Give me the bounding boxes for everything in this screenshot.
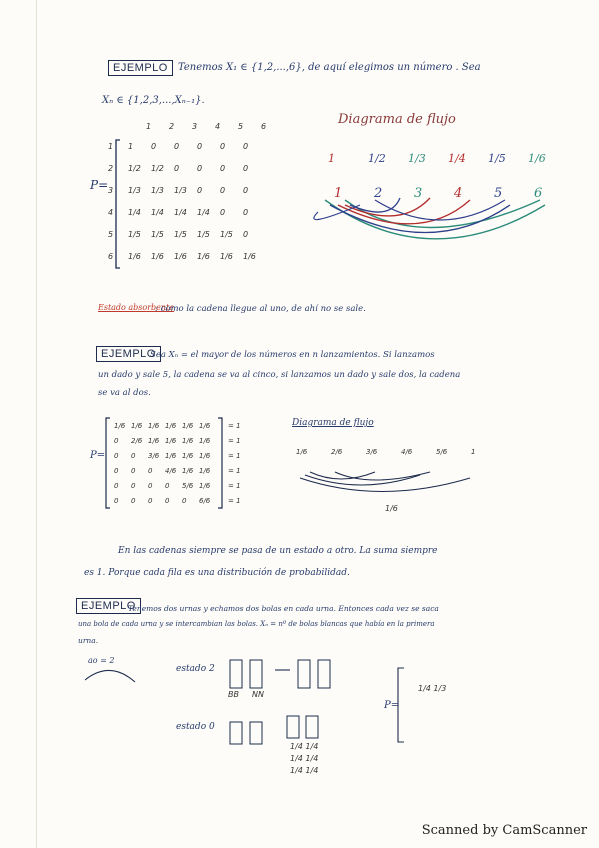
diagram-1-title: Diagrama de flujo	[338, 112, 456, 127]
matrix-2-cell: 0	[148, 482, 153, 490]
diagram-2-loop-label: 3/6	[366, 448, 378, 456]
matrix-1-cell: 1/4	[197, 208, 210, 217]
matrix-2-cell: 1/6	[182, 437, 194, 445]
matrix-1-cell: 0	[174, 142, 180, 151]
diagram-1-loop-label: 1/3	[408, 152, 426, 165]
matrix-2-cell: 1/6	[199, 452, 211, 460]
diagram-1-node: 3	[414, 186, 423, 201]
matrix-1-cell: 1/3	[151, 186, 164, 195]
matrix-3-top-row: 1/4 1/3	[418, 684, 447, 693]
matrix-2-cell: 1/6	[199, 467, 211, 475]
matrix-2-cell: 1/6	[199, 437, 211, 445]
side-note: ao = 2	[88, 656, 115, 665]
matrix-1-cell: 0	[197, 142, 203, 151]
diagram-1-loop-label: 1/4	[448, 152, 466, 165]
matrix-1-cell: 1/2	[128, 164, 141, 173]
matrix-1-cell: 1/6	[174, 252, 187, 261]
matrix-2-cell: 1/6	[182, 422, 194, 430]
matrix-1-cell: 1/3	[128, 186, 141, 195]
example-1-line1: Tenemos X₁ ∈ {1,2,...,6}, de aquí elegimos un número . Sea	[178, 62, 481, 73]
scanner-footer: Scanned by CamScanner	[421, 823, 587, 838]
matrix-1-col-header: 5	[238, 122, 244, 131]
matrix-1-cell: 1/4	[151, 208, 164, 217]
matrix-2-cell: 0	[114, 452, 119, 460]
absorbing-text: : como la cadena llegue al uno, de ahí no se sale.	[155, 304, 366, 314]
matrix-2-cell: 1/6	[165, 422, 177, 430]
matrix-2-row-sum: = 1	[228, 497, 241, 505]
matrix-2-row-sum: = 1	[228, 482, 241, 490]
diagram-2-loop-label: 2/6	[331, 448, 343, 456]
matrix-1-cell: 1/6	[197, 252, 210, 261]
matrix-2-cell: 3/6	[148, 452, 160, 460]
matrix-1-cell: 1/5	[151, 230, 164, 239]
matrix-1-cell: 0	[243, 230, 249, 239]
urn-label-right: NN	[252, 690, 264, 699]
diagram-1-node: 6	[534, 186, 543, 201]
note-line2: es 1. Porque cada fila es una distribución de probabilidad.	[84, 568, 350, 578]
absorbing-label: Estado absorbente	[98, 303, 175, 312]
matrix-1-cell: 0	[220, 142, 226, 151]
matrix-1-cell: 0	[174, 164, 180, 173]
matrix-2-cell: 6/6	[199, 497, 211, 505]
matrix-1-cell: 1/5	[128, 230, 141, 239]
example-3-line2: una bola de cada urna y se intercambian las bolas. Xₙ = nº de bolas blancas que había en la primera	[78, 620, 435, 628]
diagram-2-loop-label: 1/6	[296, 448, 308, 456]
matrix-1-cell: 0	[220, 208, 226, 217]
matrix-1-row-header: 2	[108, 164, 114, 173]
outcome-3: 1/4 1/4	[290, 766, 319, 775]
matrix-1-cell: 0	[243, 164, 249, 173]
outcome-2: 1/4 1/4	[290, 754, 319, 763]
matrix-2-cell: 1/6	[199, 482, 211, 490]
matrix-1-cell: 0	[197, 164, 203, 173]
diagram-1-node: 2	[374, 186, 383, 201]
state-0-label: estado 0	[176, 722, 215, 732]
matrix-2-cell: 0	[182, 497, 187, 505]
matrix-2-cell: 0	[165, 482, 170, 490]
matrix-1-cell: 1/2	[151, 164, 164, 173]
example-1-label: EJEMPLO	[108, 60, 173, 76]
matrix-1-cell: 0	[243, 208, 249, 217]
diagram-2-bottom-label: 1/6	[385, 504, 398, 513]
urn-label-left: BB	[228, 690, 239, 699]
matrix-2-label: P=	[90, 450, 106, 461]
matrix-1-cell: 1/6	[243, 252, 256, 261]
matrix-2-cell: 1/6	[165, 437, 177, 445]
matrix-3-label: P=	[384, 700, 400, 711]
matrix-2-cell: 0	[165, 497, 170, 505]
outcome-1: 1/4 1/4	[290, 742, 319, 751]
diagram-1-node: 4	[454, 186, 463, 201]
matrix-2-cell: 0	[131, 467, 136, 475]
matrix-1-row-header: 6	[108, 252, 114, 261]
matrix-2-cell: 0	[131, 452, 136, 460]
diagram-2-title: Diagrama de flujo	[292, 418, 374, 428]
matrix-2-cell: 0	[114, 482, 119, 490]
diagram-1-loop-label: 1/2	[368, 152, 386, 165]
matrix-1-cell: 1/5	[174, 230, 187, 239]
example-3-line1: Tenemos dos urnas y echamos dos bolas en cada urna. Entonces cada vez se saca	[128, 604, 439, 613]
matrix-2-cell: 1/6	[148, 437, 160, 445]
matrix-2-row-sum: = 1	[228, 452, 241, 460]
example-2-line2: un dado y sale 5, la cadena se va al cinco, si lanzamos un dado y sale dos, la cadena	[98, 370, 461, 380]
matrix-1-col-header: 6	[261, 122, 267, 131]
matrix-2-cell: 1/6	[148, 422, 160, 430]
note-line1: En las cadenas siempre se pasa de un estado a otro. La suma siempre	[118, 546, 438, 556]
matrix-1-cell: 0	[220, 186, 226, 195]
matrix-2-cell: 0	[131, 482, 136, 490]
example-2-label: EJEMPLO	[96, 346, 161, 362]
matrix-2-cell: 1/6	[182, 452, 194, 460]
matrix-2-row-sum: = 1	[228, 422, 241, 430]
matrix-1-col-header: 3	[192, 122, 198, 131]
matrix-1-cell: 0	[197, 186, 203, 195]
diagram-2-loop-label: 4/6	[401, 448, 413, 456]
example-3-label: EJEMPLO	[76, 598, 141, 614]
matrix-1-cell: 1/5	[197, 230, 210, 239]
matrix-1-cell: 0	[220, 164, 226, 173]
diagram-1-loop-label: 1/5	[488, 152, 506, 165]
matrix-1-cell: 1/3	[174, 186, 187, 195]
matrix-1-cell: 0	[243, 186, 249, 195]
matrix-2-row-sum: = 1	[228, 467, 241, 475]
matrix-1-cell: 1/6	[220, 252, 233, 261]
matrix-2-cell: 4/6	[165, 467, 177, 475]
matrix-1-cell: 0	[243, 142, 249, 151]
matrix-2-cell: 1/6	[165, 452, 177, 460]
example-2-line3: se va al dos.	[98, 388, 151, 398]
diagram-2-loop-label: 1	[471, 448, 476, 456]
matrix-2-cell: 0	[148, 467, 153, 475]
diagram-1-node: 1	[334, 186, 343, 201]
matrix-1-row-header: 3	[108, 186, 114, 195]
matrix-2-row-sum: = 1	[228, 437, 241, 445]
matrix-1-row-header: 5	[108, 230, 114, 239]
diagram-2-loop-label: 5/6	[436, 448, 448, 456]
matrix-1-cell: 1/6	[128, 252, 141, 261]
matrix-1-cell: 1/6	[151, 252, 164, 261]
matrix-2-cell: 1/6	[131, 422, 143, 430]
diagram-1-loop-label: 1/6	[528, 152, 546, 165]
state-2-label: estado 2	[176, 664, 215, 674]
matrix-2-cell: 0	[131, 497, 136, 505]
matrix-2-cell: 0	[114, 467, 119, 475]
matrix-1-row-header: 1	[108, 142, 114, 151]
matrix-1-col-header: 1	[146, 122, 152, 131]
matrix-1-cell: 1/4	[128, 208, 141, 217]
matrix-2-cell: 0	[114, 437, 119, 445]
matrix-2-cell: 0	[114, 497, 119, 505]
matrix-1-cell: 1/4	[174, 208, 187, 217]
matrix-2-cell: 2/6	[131, 437, 143, 445]
matrix-1-col-header: 4	[215, 122, 221, 131]
matrix-2-cell: 5/6	[182, 482, 194, 490]
matrix-2-cell: 0	[148, 497, 153, 505]
matrix-2-cell: 1/6	[199, 422, 211, 430]
matrix-1-cell: 1	[128, 142, 134, 151]
matrix-1-cell: 1/5	[220, 230, 233, 239]
example-2-line1: Sea Xₙ = el mayor de los números en n lanzamientos. Si lanzamos	[150, 350, 435, 360]
diagram-1-node: 5	[494, 186, 503, 201]
diagram-1-loop-label: 1	[328, 152, 335, 165]
matrix-1-col-header: 2	[169, 122, 175, 131]
example-3-line3: urna.	[78, 636, 99, 645]
matrix-1-row-header: 4	[108, 208, 114, 217]
matrix-1-cell: 0	[151, 142, 157, 151]
example-1-line2: Xₙ ∈ {1,2,3,...,Xₙ₋₁}.	[102, 95, 205, 106]
matrix-2-cell: 1/6	[114, 422, 126, 430]
matrix-1-label: P=	[90, 178, 109, 192]
matrix-2-cell: 1/6	[182, 467, 194, 475]
